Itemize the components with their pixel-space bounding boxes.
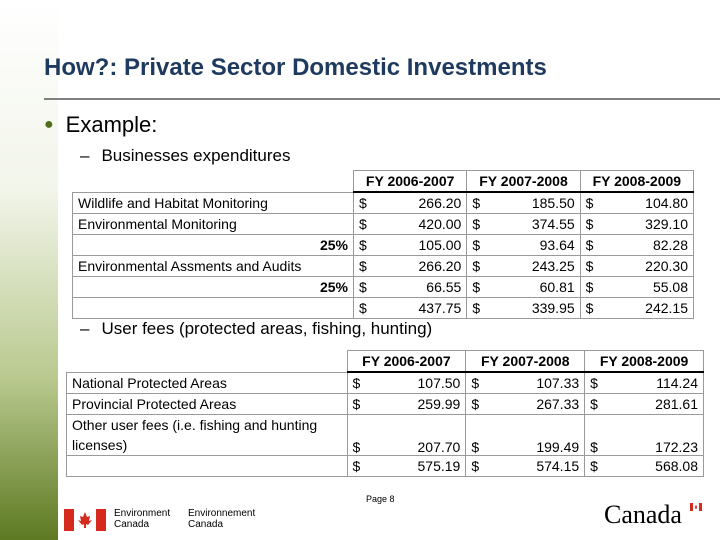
table-header-row	[67, 351, 704, 373]
department-name-fr	[188, 508, 255, 530]
cell-value: 107.50	[372, 372, 466, 394]
currency-symbol: $	[354, 298, 379, 319]
row-label	[73, 298, 354, 319]
cell-value: 574.15	[490, 456, 584, 477]
cell-value: 259.99	[372, 394, 466, 415]
page-number: Page 8	[366, 494, 395, 504]
table-row	[67, 394, 704, 415]
currency-symbol: $	[580, 298, 605, 319]
cell-value: 329.10	[605, 214, 694, 235]
department-name-en	[114, 508, 170, 530]
currency-symbol: $	[347, 394, 372, 415]
table-header-row	[73, 171, 694, 193]
table-row	[73, 235, 694, 256]
table-row	[67, 415, 704, 456]
currency-symbol: $	[466, 456, 491, 477]
table-row	[73, 214, 694, 235]
row-label: Provincial Protected Areas	[67, 394, 348, 415]
wordmark-flag-icon	[690, 503, 702, 511]
currency-symbol: $	[467, 235, 492, 256]
header-blank	[67, 351, 348, 373]
currency-symbol: $	[580, 214, 605, 235]
currency-symbol: $	[585, 415, 610, 456]
row-label	[67, 456, 348, 477]
title-divider	[44, 98, 720, 100]
header-fy-2008: FY 2008-2009	[580, 171, 693, 193]
currency-symbol: $	[580, 235, 605, 256]
currency-symbol: $	[354, 192, 379, 214]
sub-bullet-text: User fees (protected areas, fishing, hunting)	[101, 319, 433, 338]
currency-symbol: $	[580, 277, 605, 298]
currency-symbol: $	[347, 372, 372, 394]
dash-icon: –	[80, 319, 90, 338]
cell-value: 266.20	[378, 256, 467, 277]
header-fy-2006: FY 2006-2007	[354, 171, 467, 193]
row-label: 25%	[73, 235, 354, 256]
header-fy-2006: FY 2006-2007	[347, 351, 466, 373]
cell-value: 207.70	[372, 415, 466, 456]
cell-value: 172.23	[609, 415, 703, 456]
cell-value: 281.61	[609, 394, 703, 415]
table-row	[73, 192, 694, 214]
user-fees-table	[66, 350, 704, 477]
currency-symbol: $	[347, 456, 372, 477]
cell-value: 568.08	[609, 456, 703, 477]
currency-symbol: $	[354, 235, 379, 256]
table-row	[67, 372, 704, 394]
currency-symbol: $	[467, 298, 492, 319]
header-fy-2007: FY 2007-2008	[466, 351, 585, 373]
dept-en-line2: Canada	[114, 519, 150, 530]
cell-value: 60.81	[491, 277, 580, 298]
cell-value: 420.00	[378, 214, 467, 235]
currency-symbol: $	[585, 372, 610, 394]
cell-value: 242.15	[605, 298, 694, 319]
canada-flag-icon	[64, 509, 106, 531]
bullet-example	[44, 112, 157, 138]
cell-value: 55.08	[605, 277, 694, 298]
cell-value: 93.64	[491, 235, 580, 256]
header-fy-2008: FY 2008-2009	[585, 351, 704, 373]
dept-en-line1: Environment	[114, 508, 171, 519]
business-expenditures-table	[72, 170, 694, 319]
cell-value: 66.55	[378, 277, 467, 298]
cell-value: 82.28	[605, 235, 694, 256]
cell-value: 220.30	[605, 256, 694, 277]
row-label: National Protected Areas	[67, 372, 348, 394]
sub-bullet-text: Businesses expenditures	[101, 146, 291, 165]
currency-symbol: $	[585, 456, 610, 477]
row-label: 25%	[73, 277, 354, 298]
row-label: Other user fees (i.e. fishing and hunting licenses)	[67, 415, 348, 456]
table-row	[67, 456, 704, 477]
currency-symbol: $	[354, 277, 379, 298]
currency-symbol: $	[467, 277, 492, 298]
sub-bullet-user-fees	[80, 319, 432, 339]
currency-symbol: $	[466, 372, 491, 394]
currency-symbol: $	[467, 256, 492, 277]
row-label: Environmental Monitoring	[73, 214, 354, 235]
cell-value: 185.50	[491, 192, 580, 214]
currency-symbol: $	[580, 192, 605, 214]
cell-value: 267.33	[490, 394, 584, 415]
cell-value: 575.19	[372, 456, 466, 477]
row-label: Wildlife and Habitat Monitoring	[73, 192, 354, 214]
currency-symbol: $	[347, 415, 372, 456]
cell-value: 199.49	[490, 415, 584, 456]
sub-bullet-businesses	[80, 146, 290, 166]
table-row	[73, 256, 694, 277]
cell-value: 114.24	[609, 372, 703, 394]
header-blank	[73, 171, 354, 193]
cell-value: 437.75	[378, 298, 467, 319]
currency-symbol: $	[466, 415, 491, 456]
currency-symbol: $	[467, 214, 492, 235]
cell-value: 266.20	[378, 192, 467, 214]
cell-value: 374.55	[491, 214, 580, 235]
currency-symbol: $	[354, 214, 379, 235]
cell-value: 339.95	[491, 298, 580, 319]
canada-wordmark: Canada	[604, 500, 682, 529]
currency-symbol: $	[354, 256, 379, 277]
cell-value: 105.00	[378, 235, 467, 256]
currency-symbol: $	[466, 394, 491, 415]
currency-symbol: $	[585, 394, 610, 415]
currency-symbol: $	[580, 256, 605, 277]
table-row	[73, 277, 694, 298]
header-fy-2007: FY 2007-2008	[467, 171, 580, 193]
dept-fr-line2: Canada	[188, 519, 224, 530]
table-row	[73, 298, 694, 319]
bullet-text: Example:	[65, 112, 158, 137]
currency-symbol: $	[467, 192, 492, 214]
bullet-dot-icon: ●	[44, 116, 54, 133]
dept-fr-line1: Environnement	[188, 508, 256, 519]
cell-value: 107.33	[490, 372, 584, 394]
slide-title: How?: Private Sector Domestic Investments	[44, 54, 547, 81]
cell-value: 243.25	[491, 256, 580, 277]
dash-icon: –	[80, 146, 90, 165]
cell-value: 104.80	[605, 192, 694, 214]
row-label: Environmental Assments and Audits	[73, 256, 354, 277]
